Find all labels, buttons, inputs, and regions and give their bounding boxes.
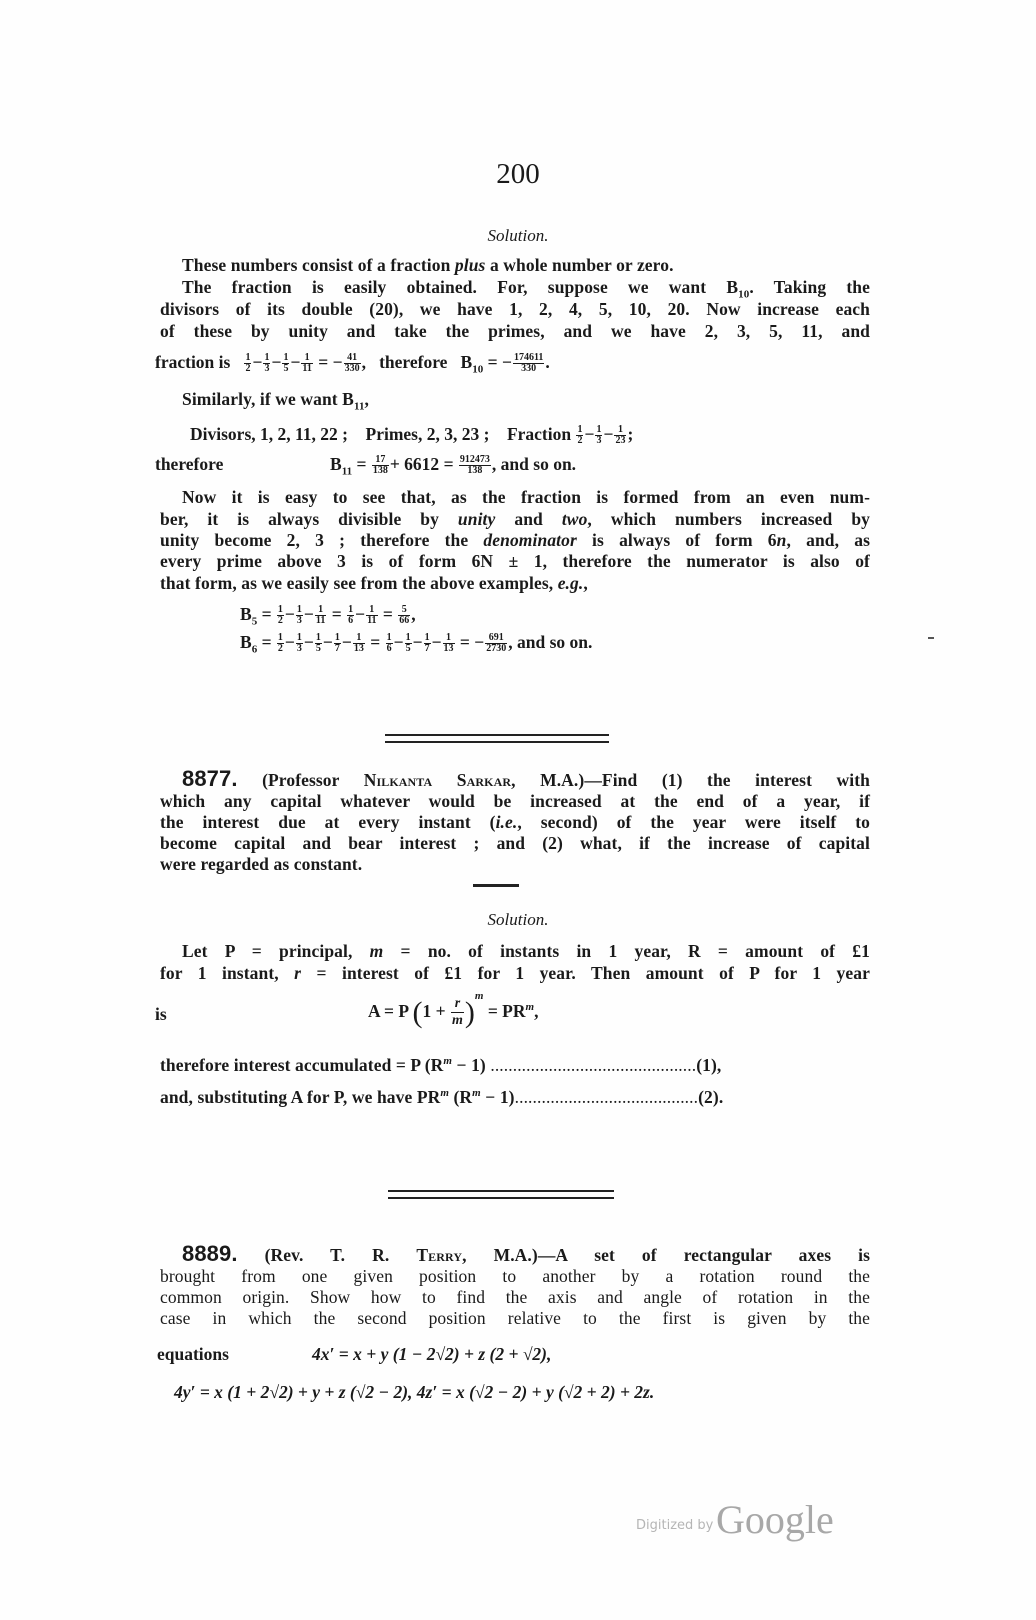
numerator: 691 [485, 633, 507, 644]
text: , and so on. [508, 632, 593, 652]
solution-heading: Solution. [487, 910, 549, 929]
superscript: m [474, 990, 484, 1002]
text: (R [449, 1086, 473, 1107]
text: , [583, 573, 588, 593]
text: (Rev. T. R. [264, 1245, 417, 1265]
denominator: 2 [577, 435, 583, 447]
fraction [301, 353, 312, 374]
denominator: 13 [353, 643, 364, 655]
numerator: 1 [596, 424, 602, 436]
denominator: 5 [405, 643, 411, 655]
subscript: 6 [251, 643, 258, 656]
text: the interest due at every instant ( [160, 812, 496, 832]
equation-yz: 4y′ = x (1 + 2√2) + y + z (√2 − 2), 4z′ = x (√2 − 2) + y (√2 + 2) + 2z. [174, 1382, 655, 1402]
fraction [296, 633, 303, 654]
italic-text: unity [457, 509, 496, 529]
denominator: 330 [521, 363, 537, 375]
text: is always of form 6 [576, 530, 777, 550]
fraction [366, 605, 377, 626]
italic-text: m [369, 941, 384, 961]
text: therefore [379, 352, 448, 372]
numerator: 1 [277, 604, 283, 616]
denominator: m [451, 1013, 463, 1029]
problem-number: 8877. [182, 766, 238, 791]
fraction [372, 455, 389, 476]
numerator: 1 [443, 633, 455, 644]
numerator: 1 [405, 632, 411, 644]
paragraph-line: divisors of its double (20), we have 1, 2, 4, 5, 10, 20. Now increase each [160, 299, 870, 319]
text: Let P = principal, [182, 941, 370, 961]
problem-number: 8889. [182, 1241, 238, 1266]
paragraph-line: of these by unity and take the primes, and we have 2, 3, 5, 11, and [160, 321, 870, 341]
text: A = P [368, 1001, 409, 1021]
numerator: 1 [353, 633, 365, 644]
denominator: 7 [334, 643, 340, 655]
text: The fraction is easily obtained. For, suppose we want B [182, 277, 739, 297]
b11-equation [155, 454, 223, 475]
numerator: 174611 [513, 352, 544, 364]
text: for 1 instant, [160, 963, 295, 983]
text: − 1) [480, 1086, 515, 1107]
text: a whole number or zero. [485, 255, 674, 275]
paragraph-line: Now it is easy to see that, as the fraction is formed from an even num- [182, 487, 870, 507]
text: (2). [698, 1086, 724, 1107]
fraction [244, 353, 251, 374]
numerator: 1 [424, 632, 430, 644]
text: and, substituting A for P, we have PR [160, 1086, 441, 1107]
italic-text: n [776, 530, 787, 550]
denominator: 66 [399, 615, 410, 627]
author-name: Terry [416, 1245, 463, 1265]
text: + 6612 [389, 454, 440, 474]
text: (Professor [262, 770, 364, 790]
text: therefore interest accumulated = P (R [160, 1054, 444, 1075]
denominator: 2 [245, 363, 251, 375]
fraction [282, 353, 289, 374]
text: .............................................. [490, 1054, 697, 1075]
denominator: 3 [296, 643, 302, 655]
denominator: 2 [277, 643, 283, 655]
numerator: 912473 [459, 454, 490, 466]
numerator: 1 [296, 604, 302, 616]
denominator: 13 [443, 643, 454, 655]
subscript: 10 [738, 288, 750, 301]
fraction-equation: fraction is $\frac{1}{2}$ − $\frac{1}{3}$ − $\frac{1}{5}$ − $\frac{1}{11}$ = − $\frac{41}{330}$ , therefore $B_{10}$ = − $\frac{174611}{330}$ . [155, 352, 550, 376]
text: = interest of £1 for 1 year. Then amount of P for 1 year [301, 963, 870, 983]
paragraph-line [182, 254, 870, 276]
paragraph-line: common origin. Show how to find the axis and angle of rotation in the [160, 1287, 870, 1307]
numerator: 1 [614, 425, 626, 436]
section-divider [388, 1190, 614, 1199]
italic-text: e.g. [557, 573, 584, 593]
fraction [344, 353, 361, 374]
text: Fraction [506, 424, 572, 444]
short-rule [473, 884, 519, 887]
page-number: 200 [496, 158, 540, 190]
text: = no. of instants in 1 year, R = amount of £1 [383, 941, 870, 961]
b11-expression: $B_{11}$ = $\frac{17}{138}$ + 6612 = $\frac{912473}{138}$ , and so on. [330, 454, 577, 478]
text: ) [464, 995, 475, 1029]
text: , second) of the year were itself to [517, 812, 870, 832]
text: unity become 2, 3 ; therefore the [160, 530, 484, 550]
fraction [263, 353, 270, 374]
fraction [347, 605, 354, 626]
fraction [334, 633, 341, 654]
divisors-line: Divisors, 1, 2, 11, 22 ; Primes, 2, 3, 23 ; Fraction $\frac{1}{2}$ − $\frac{1}{3}$ − $\frac{1}{23}$ ; [190, 424, 634, 447]
fraction [485, 633, 507, 654]
text: , and, as [786, 530, 870, 550]
numerator: 1 [348, 604, 354, 616]
problem-8877-header [182, 768, 870, 791]
digitized-by-label: Digitized by [636, 1518, 714, 1533]
numerator: 1 [277, 632, 283, 644]
fraction [277, 633, 284, 654]
fraction [424, 633, 431, 654]
text: , [534, 1001, 539, 1021]
text: , M.A.)—Find (1) the interest with [511, 770, 870, 790]
text: ......................................... [514, 1086, 699, 1107]
superscript: m [443, 1055, 453, 1067]
paragraph-line [160, 572, 870, 594]
compound-interest-formula [368, 990, 538, 1030]
text: that form, as we easily see from the above examples, [160, 573, 558, 593]
paragraph-line [182, 940, 870, 962]
numerator: 1 [334, 632, 340, 644]
italic-text: plus [454, 255, 486, 275]
formula-lead: is [155, 1004, 167, 1024]
numerator: 1 [315, 605, 326, 616]
superscript: m [472, 1087, 481, 1099]
fraction [443, 633, 455, 654]
numerator: 17 [372, 455, 389, 466]
paragraph-line: were regarded as constant. [160, 854, 363, 874]
denominator: 7 [424, 643, 430, 655]
numerator: 41 [344, 353, 361, 364]
paragraph-line: every prime above 3 is of form 6N ± 1, therefore the numerator is also of [160, 551, 870, 571]
fraction [386, 633, 393, 654]
text: , [364, 389, 370, 409]
numerator: 1 [301, 353, 312, 364]
text: , M.A.)—A set of rectangular axes is [462, 1245, 870, 1265]
paragraph-line [160, 811, 870, 833]
fraction [405, 633, 412, 654]
denominator: 138 [467, 465, 483, 477]
fraction [576, 425, 583, 446]
text: B [460, 352, 473, 372]
numerator: 1 [577, 424, 583, 436]
problem-8889-header [182, 1243, 870, 1266]
denominator: 6 [386, 643, 392, 655]
denominator: 5 [283, 363, 289, 375]
fraction [451, 996, 464, 1029]
numerator: 1 [315, 632, 321, 644]
denominator: 3 [296, 615, 302, 627]
fraction [296, 605, 303, 626]
text: (1), [696, 1054, 722, 1075]
paragraph-line: case in which the second position relative to the first is given by the [160, 1308, 870, 1328]
italic-text: i.e. [495, 812, 518, 832]
margin-mark [928, 637, 934, 639]
subscript: 10 [472, 363, 484, 376]
denominator: 5 [315, 643, 321, 655]
fraction [459, 455, 491, 476]
denominator: 330 [344, 363, 360, 375]
text: − 1) [452, 1054, 486, 1075]
paragraph-line [182, 388, 870, 418]
numerator: 1 [366, 605, 377, 616]
italic-text: r [294, 963, 302, 983]
text: , which numbers increased by [587, 509, 870, 529]
equation-x: 4x′ = x + y (1 − 2√2) + z (2 + √2), [312, 1344, 552, 1364]
denominator: 23 [615, 435, 626, 447]
numerator: 5 [398, 605, 410, 616]
equation-2 [160, 1082, 870, 1108]
fraction [277, 605, 284, 626]
numerator: 1 [296, 632, 302, 644]
numerator: 1 [245, 352, 251, 364]
text: 1 + [422, 1001, 446, 1021]
text: B [330, 454, 342, 474]
text: Primes, 2, 3, 23 ; [365, 424, 490, 444]
text: B [240, 604, 252, 624]
google-logo: Google [716, 1497, 834, 1542]
equation-1 [160, 1050, 870, 1076]
numerator: r [451, 996, 464, 1013]
text: therefore [155, 454, 224, 474]
denominator: 11 [315, 615, 326, 627]
b6-equation: $B_6$ = $\frac{1}{2}$ − $\frac{1}{3}$ − $\frac{1}{5}$ − $\frac{1}{7}$ − $\frac{1}{13}$ = $\frac{1}{6}$ − $\frac{1}{5}$ − $\frac{1}{7}$ − $\frac{1}{13}$ = − $\frac{691}{2730}$ , and so on. [240, 632, 593, 656]
paragraph-line: become capital and bear interest ; and (2) what, if the increase of capital [160, 833, 870, 853]
denominator: 2 [277, 615, 283, 627]
italic-text: denominator [483, 530, 577, 550]
denominator: 11 [367, 615, 377, 627]
superscript: m [440, 1087, 450, 1099]
text: B [240, 632, 252, 652]
subscript: 11 [353, 400, 365, 413]
denominator: 138 [372, 465, 388, 477]
text: , and so on. [491, 454, 577, 474]
paragraph-line: which any capital whatever would be increased at the end of a year, if [160, 791, 870, 811]
text: These numbers consist of a fraction [182, 255, 455, 275]
author-name: Nilkanta Sarkar [363, 770, 512, 790]
text: and [495, 509, 562, 529]
fraction [513, 353, 544, 374]
fraction [595, 425, 602, 446]
solution-heading: Solution. [487, 226, 549, 245]
italic-text: two [561, 509, 588, 529]
superscript: m [525, 1001, 535, 1014]
numerator: 1 [283, 352, 289, 364]
subscript: 5 [251, 615, 258, 628]
numerator: 1 [386, 632, 392, 644]
fraction [353, 633, 365, 654]
text: Similarly, if we want B [182, 389, 354, 409]
denominator: 3 [596, 435, 602, 447]
section-divider [385, 734, 609, 743]
fraction [614, 425, 626, 446]
numerator: 1 [264, 352, 270, 364]
text: . Taking the [749, 277, 870, 297]
denominator: 11 [302, 363, 312, 375]
subscript: 11 [341, 465, 353, 478]
text: fraction is [155, 352, 231, 372]
fraction [315, 605, 326, 626]
paragraph-line: brought from one given position to another by a rotation round the [160, 1266, 870, 1286]
text: ; [627, 424, 634, 444]
b5-equation: $B_5$ = $\frac{1}{2}$ − $\frac{1}{3}$ − $\frac{1}{11}$ = $\frac{1}{6}$ − $\frac{1}{11}$ = $\frac{5}{66}$ , [240, 604, 416, 628]
denominator: 2730 [486, 643, 507, 655]
denominator: 3 [264, 363, 270, 375]
text: Divisors, 1, 2, 11, 22 ; [190, 424, 348, 444]
text: ber, it is always divisible by [160, 509, 458, 529]
fraction [315, 633, 322, 654]
denominator: 6 [348, 615, 354, 627]
text: ( [412, 995, 423, 1029]
paragraph-line [160, 508, 870, 530]
paragraph-line [160, 962, 870, 984]
text: = PR [487, 1001, 526, 1021]
fraction [398, 605, 410, 626]
paragraph-line [160, 529, 870, 551]
equations-label: equations [157, 1344, 229, 1364]
